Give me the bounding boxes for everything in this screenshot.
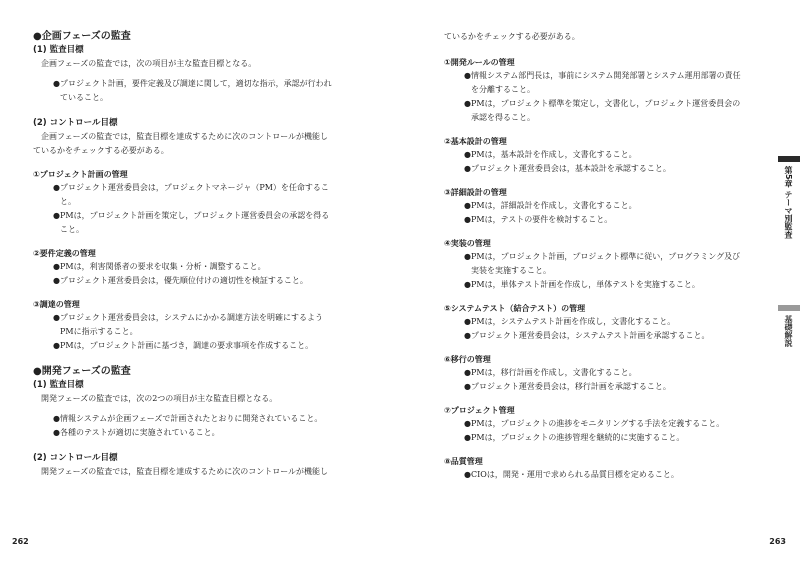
bullet-icon: ● (464, 280, 471, 289)
item-heading: ③詳細設計の管理 (444, 188, 507, 197)
item-heading: ⑧品質管理 (444, 457, 483, 466)
bullet-item: ● CIOは，開発・運用で求められる品質目標を定めること。 (464, 468, 774, 482)
bullet-icon: ● (464, 215, 471, 224)
item-heading: ②要件定義の管理 (33, 249, 96, 258)
subheading-audit-goal: (1) 監査目標 (33, 45, 84, 55)
bullet-item: ● PMは，プロジェクト計画を策定し，プロジェクト運営委員会の承認を得る こと。 (53, 211, 330, 234)
bullet-item: ● プロジェクト運営委員会は，システムテスト計画を承認すること。 (464, 329, 774, 343)
bullet-item: ● プロジェクト運営委員会は，移行計画を承認すること。 (464, 380, 774, 394)
bullet-icon: ● (53, 414, 60, 423)
paragraph-cont: ているかをチェックする必要がある。 (33, 146, 169, 155)
bullet-item: ● 情報システムが企画フェーズで計画されたとおりに開発されていること。 (53, 412, 363, 426)
bullet-item: ● プロジェクト運営委員会は，優先順位付けの適切性を検証すること。 (53, 274, 363, 288)
bullet-icon: ● (464, 71, 471, 80)
paragraph-cont: ているかをチェックする必要がある。 (444, 32, 580, 41)
bullet-icon: ● (464, 382, 471, 391)
bullet-icon: ● (464, 150, 471, 159)
bullet-icon: ● (464, 368, 471, 377)
bullet-icon: ● (464, 317, 471, 326)
item-heading: ②基本設計の管理 (444, 137, 507, 146)
bullet-icon: ● (464, 433, 471, 442)
right-page (400, 0, 800, 567)
subheading-audit-goal: (1) 監査目標 (33, 380, 84, 390)
bullet-item: ● PMは，プロジェクト計画，プロジェクト標準に従い，プログラミング及び 実装を実施すること。 (464, 252, 741, 275)
bullet-icon: ● (53, 211, 60, 220)
bullet-icon: ● (53, 183, 60, 192)
right-column (444, 30, 774, 482)
bullet-item: ● PMは，システムテスト計画を作成し，文書化すること。 (464, 315, 774, 329)
bullet-item: ● プロジェクト計画，要件定義及び調達に関して，適切な指示，承認が行われ ていること。 (53, 79, 332, 102)
bullet-icon: ● (53, 313, 60, 322)
item-heading: ③調達の管理 (33, 300, 80, 309)
subheading-control-goal: (2) コントロール目標 (33, 453, 118, 463)
item-heading: ⑤システムテスト（結合テスト）の管理 (444, 304, 586, 313)
item-heading: ①プロジェクト計画の管理 (33, 170, 128, 179)
bullet-item: ● 情報システム部門長は，事前にシステム開発部署とシステム運用部署の責任 を分離すること。 (464, 71, 741, 94)
bullet-item: ● PMは，利害関係者の要求を収集・分析・調整すること。 (53, 260, 363, 274)
item-heading: ①開発ルールの管理 (444, 58, 515, 67)
section-heading-development: ●開発フェーズの監査 (33, 366, 131, 377)
bullet-icon: ● (464, 331, 471, 340)
paragraph: 開発フェーズの監査では，監査目標を達成するために次のコントロールが機能し (41, 467, 329, 476)
page-number-left: 262 (12, 537, 29, 546)
item-heading: ⑦プロジェクト管理 (444, 406, 515, 415)
bullet-icon: ● (53, 262, 60, 271)
bullet-icon: ● (53, 341, 60, 350)
bullet-icon: ● (464, 201, 471, 210)
bullet-item: ● プロジェクト運営委員会は，システムにかかる調達方法を明確にするよう PMに指示すること。 (53, 313, 324, 336)
bullet-item: ● PMは，詳細設計を作成し，文書化すること。 (464, 199, 774, 213)
subheading-control-goal: (2) コントロール目標 (33, 118, 118, 128)
bullet-item: ● PMは，プロジェクト標準を策定し，文書化し，プロジェクト運営委員会の 承認を得ること。 (464, 99, 741, 122)
bullet-item: ● PMは，移行計画を作成し，文書化すること。 (464, 366, 774, 380)
section-heading-planning: ●企画フェーズの監査 (33, 31, 131, 42)
bullet-icon: ● (53, 428, 60, 437)
bullet-item: ● PMは，プロジェクトの進捗管理を継続的に実施すること。 (464, 431, 774, 445)
bullet-item: ● PMは，テストの要件を検討すること。 (464, 213, 774, 227)
paragraph: 企画フェーズの監査では，次の項目が主な監査目標となる。 (41, 59, 257, 68)
bullet-icon: ● (53, 276, 60, 285)
chapter-tab-marker (778, 156, 800, 162)
item-heading: ④実装の管理 (444, 239, 491, 248)
bullet-icon: ● (464, 252, 471, 261)
bullet-item: ● PMは，単体テスト計画を作成し，単体テストを実施すること。 (464, 278, 774, 292)
bullet-item: ● 各種のテストが適切に実施されていること。 (53, 426, 363, 440)
page-number-right: 263 (769, 537, 786, 546)
chapter-side-label: 第5章 テーマ別監査 (784, 166, 793, 239)
bullet-item: ● プロジェクト運営委員会は，プロジェクトマネージャ（PM）を任命するこ と。 (53, 183, 329, 206)
bullet-icon: ● (464, 419, 471, 428)
bullet-item: ● プロジェクト運営委員会は，基本設計を承認すること。 (464, 162, 774, 176)
section-side-label: 基礎解説 (784, 315, 793, 347)
section-tab-marker (778, 305, 800, 311)
bullet-item: ● PMは，基本設計を作成し，文書化すること。 (464, 148, 774, 162)
paragraph: 企画フェーズの監査では，監査目標を達成するために次のコントロールが機能し (41, 132, 329, 141)
item-heading: ⑥移行の管理 (444, 355, 491, 364)
bullet-icon: ● (464, 164, 471, 173)
bullet-icon: ● (464, 99, 471, 108)
left-column (33, 30, 363, 479)
bullet-item: ● PMは，プロジェクト計画に基づき，調達の要求事項を作成すること。 (53, 339, 363, 353)
bullet-item: ● PMは，プロジェクトの進捗をモニタリングする手法を定義すること。 (464, 417, 774, 431)
bullet-icon: ● (464, 470, 471, 479)
paragraph: 開発フェーズの監査では，次の2つの項目が主な監査目標となる。 (41, 394, 278, 403)
bullet-icon: ● (53, 79, 60, 88)
